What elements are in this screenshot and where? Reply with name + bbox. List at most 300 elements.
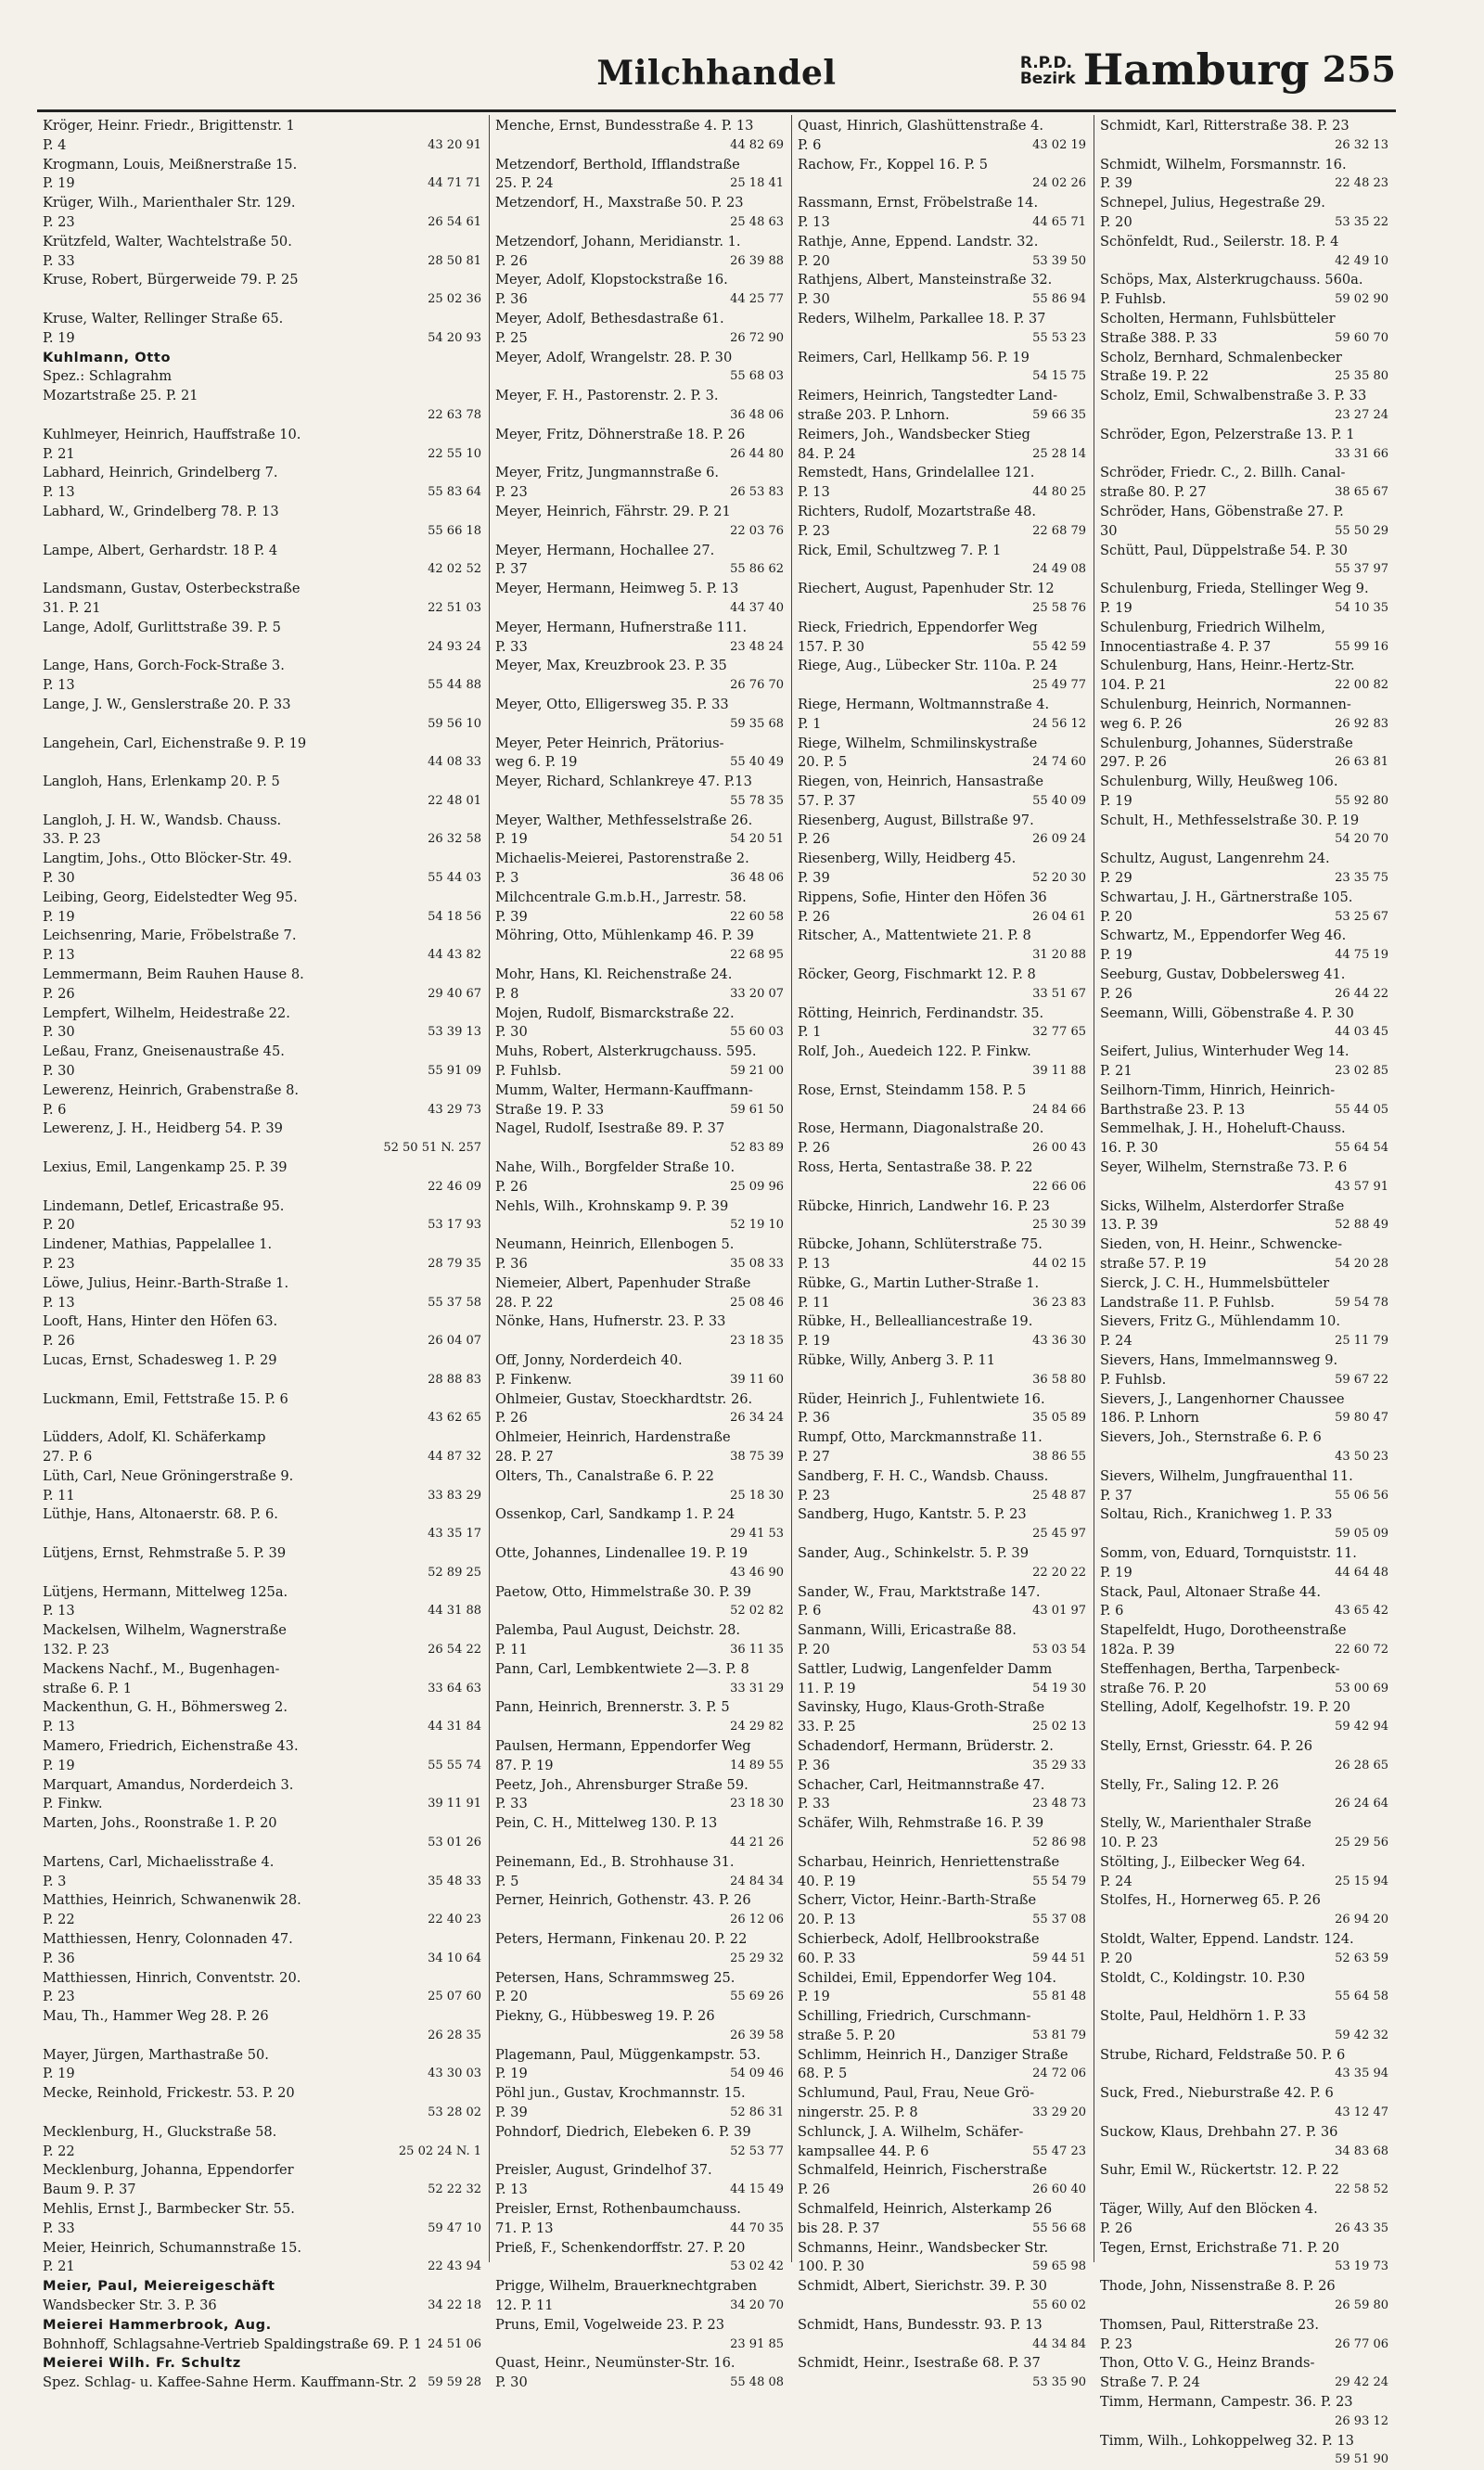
phone-number: 59 60 70 <box>1335 330 1389 345</box>
entry-name: Möhring, Otto, Mühlenkamp 46. P. 39 <box>495 928 754 944</box>
entry-detail-row <box>43 792 481 812</box>
directory-entry <box>43 1120 481 1158</box>
entry-detail-row <box>798 1911 1086 1930</box>
entry-name: Pöhl jun., Gustav, Krochmannstr. 15. <box>495 2085 746 2102</box>
entry-name: Quast, Hinrich, Glashüttenstraße 4. <box>798 118 1044 134</box>
entry-detail: P. 26 <box>1100 985 1132 1002</box>
phone-number: 26 00 43 <box>1032 1141 1087 1156</box>
entry-name: Pann, Carl, Lembkentwiete 2—3. P. 8 <box>495 1660 749 1677</box>
entry-detail: straße 57. P. 19 <box>1100 1256 1207 1273</box>
entry-detail-row <box>495 2027 784 2046</box>
entry-detail: P. 13 <box>43 1603 75 1619</box>
entry-name: Prigge, Wilhelm, Brauerknechtgraben <box>495 2278 758 2295</box>
entry-detail-row <box>1100 1911 1388 1930</box>
entry-detail: 10. P. 23 <box>1100 1834 1158 1850</box>
entry-detail-row <box>495 136 784 156</box>
directory-entry <box>798 1891 1086 1930</box>
directory-entry <box>798 1120 1086 1158</box>
entry-detail-row <box>495 1409 784 1428</box>
phone-number: 26 28 35 <box>428 2028 482 2042</box>
phone-number: 55 60 02 <box>1032 2298 1087 2313</box>
directory-entry <box>798 156 1086 195</box>
entry-detail-row <box>798 908 1086 928</box>
phone-number: 59 56 10 <box>428 716 482 731</box>
directory-entry <box>495 1081 784 1120</box>
entry-name: Thomsen, Paul, Ritterstraße 23. <box>1100 2316 1320 2333</box>
entry-name: Schulenburg, Heinrich, Normannen- <box>1100 696 1351 712</box>
directory-entry <box>1100 194 1388 233</box>
entry-detail: P. 20 <box>798 252 830 269</box>
phone-number: 54 20 70 <box>1335 832 1389 847</box>
entry-detail-row <box>798 1757 1086 1776</box>
entry-name: Tegen, Ernst, Erichstraße 71. P. 20 <box>1100 2239 1340 2256</box>
entry-detail: P. 26 <box>43 1333 75 1350</box>
entry-detail-row <box>495 1178 784 1197</box>
entry-detail-row <box>1100 406 1388 426</box>
directory-entry <box>495 1621 784 1660</box>
phone-number: 23 18 30 <box>730 1797 785 1811</box>
directory-entry <box>798 1737 1086 1776</box>
directory-entry <box>495 117 784 156</box>
entry-detail-row <box>1100 1101 1388 1120</box>
entry-name: Schilling, Friedrich, Curschmann- <box>798 2008 1031 2025</box>
phone-number: 26 09 24 <box>1032 832 1087 847</box>
entry-name: Timm, Wilh., Lohkoppelweg 32. P. 13 <box>1100 2432 1354 2449</box>
entry-name: Sievers, Fritz G., Mühlendamm 10. <box>1100 1313 1340 1330</box>
entry-detail: P. 4 <box>43 136 67 153</box>
entry-detail-row <box>798 1409 1086 1428</box>
phone-number: 34 83 68 <box>1335 2144 1389 2158</box>
phone-number: 55 78 35 <box>730 793 785 808</box>
directory-entry <box>43 1081 481 1120</box>
directory-entry <box>1100 1197 1388 1236</box>
entry-name: Kruse, Robert, Bürgerweide 79. P. 25 <box>43 272 299 288</box>
phone-number: 43 46 90 <box>730 1565 785 1580</box>
entry-detail: 28. P. 27 <box>495 1448 554 1465</box>
entry-name: Meyer, Max, Kreuzbrook 23. P. 35 <box>495 658 727 674</box>
directory-entry <box>798 1043 1086 1081</box>
entry-detail-row <box>1100 483 1388 503</box>
entry-detail: P. 23 <box>798 1487 830 1504</box>
directory-entry <box>43 2316 481 2355</box>
entry-detail-row <box>798 1795 1086 1814</box>
entry-detail-row <box>798 1641 1086 1660</box>
entry-detail: P. 19 <box>43 908 75 925</box>
directory-entry <box>798 1005 1086 1043</box>
entry-detail-row <box>798 1332 1086 1351</box>
entry-name: Rötting, Heinrich, Ferdinandstr. 35. <box>798 1005 1044 1021</box>
entry-name: Rübke, H., Bellealliancestraße 19. <box>798 1313 1033 1330</box>
directory-entry <box>43 2084 481 2123</box>
entry-detail: P. 26 <box>43 985 75 1002</box>
entry-detail: P. 13 <box>798 1256 830 1273</box>
phone-number: 22 60 72 <box>1335 1642 1389 1657</box>
phone-number: 43 65 42 <box>1335 1604 1389 1619</box>
phone-number: 59 59 28 <box>428 2375 482 2390</box>
phone-number: 53 02 42 <box>730 2259 785 2274</box>
phone-number: 26 44 22 <box>1335 986 1389 1001</box>
entry-detail-row <box>1100 2220 1388 2239</box>
entry-detail-row <box>798 406 1086 426</box>
entry-detail-row <box>43 985 481 1005</box>
entry-detail-row <box>495 792 784 812</box>
entry-detail-row <box>798 2027 1086 2046</box>
entry-detail: P. 6 <box>43 1101 67 1118</box>
directory-entry <box>798 850 1086 889</box>
directory-entry <box>495 2200 784 2239</box>
directory-entry <box>495 1120 784 1158</box>
entry-name: Looft, Hans, Hinter den Höfen 63. <box>43 1313 278 1330</box>
entry-detail: P. 23 <box>798 522 830 539</box>
directory-entry <box>798 735 1086 774</box>
phone-number: 35 05 89 <box>1032 1411 1087 1426</box>
entry-name: Schmalfeld, Heinrich, Fischerstraße <box>798 2162 1047 2179</box>
directory-entry <box>43 2354 481 2393</box>
entry-detail-row <box>495 1950 784 1969</box>
phone-number: 26 39 58 <box>730 2028 785 2042</box>
entry-detail-row <box>1100 1795 1388 1814</box>
entry-name: Lange, Hans, Gorch-Fock-Straße 3. <box>43 658 285 674</box>
entry-detail-row <box>1100 1834 1388 1853</box>
directory-entry <box>43 1969 481 2008</box>
entry-name: Lexius, Emil, Langenkamp 25. P. 39 <box>43 1159 288 1176</box>
phone-number: 23 48 24 <box>730 639 785 654</box>
entry-detail-row <box>798 1718 1086 1737</box>
entry-name: Labhard, W., Grindelberg 78. P. 13 <box>43 503 279 519</box>
directory-entry <box>495 1698 784 1737</box>
directory-entry <box>495 1390 784 1429</box>
entry-name: Ritscher, A., Mattentwiete 21. P. 8 <box>798 928 1031 944</box>
phone-number: 26 04 07 <box>428 1334 482 1349</box>
entry-name: Schnepel, Julius, Hegestraße 29. <box>1100 195 1325 211</box>
entry-name: Schwartz, M., Eppendorfer Weg 46. <box>1100 928 1347 944</box>
entry-name: Schlimm, Heinrich H., Danziger Straße <box>798 2046 1068 2063</box>
entry-detail-row <box>43 445 481 465</box>
directory-entry <box>43 735 481 774</box>
phone-number: 32 77 65 <box>1032 1025 1087 1040</box>
entry-name: Sievers, Wilhelm, Jungfrauenthal 11. <box>1100 1467 1353 1484</box>
phone-number: 44 65 71 <box>1032 214 1087 229</box>
phone-number: 23 27 24 <box>1335 407 1389 422</box>
directory-entry <box>43 2123 481 2162</box>
directory-entry <box>1100 1158 1388 1197</box>
entry-name: Stoldt, C., Koldingstr. 10. P.30 <box>1100 1969 1306 1986</box>
entry-detail: P. 23 <box>495 484 528 501</box>
phone-number: 36 48 06 <box>730 871 785 886</box>
entry-name: Schmanns, Heinr., Wandsbecker Str. <box>798 2239 1049 2256</box>
entry-name: Stapelfeldt, Hugo, Dorotheenstraße <box>1100 1622 1347 1639</box>
entry-detail-row <box>1100 2374 1388 2393</box>
entry-detail-row <box>1100 676 1388 696</box>
entry-detail-row <box>43 676 481 696</box>
entry-detail-row <box>43 1448 481 1467</box>
directory-entry <box>43 349 481 388</box>
entry-name: Meyer, Hermann, Hochallee 27. <box>495 542 715 558</box>
phone-number: 43 01 97 <box>1032 1604 1087 1619</box>
entry-detail-row <box>1100 1487 1388 1506</box>
entry-detail-row <box>1100 445 1388 465</box>
directory-entry <box>798 2007 1086 2046</box>
entry-detail-row <box>798 638 1086 658</box>
entry-name: Richters, Rudolf, Mozartstraße 48. <box>798 503 1037 519</box>
phone-number: 22 60 58 <box>730 909 785 924</box>
entry-detail-row <box>1100 792 1388 812</box>
directory-entry <box>495 387 784 426</box>
entry-detail-row <box>1100 1988 1388 2007</box>
entry-name: Leichsenring, Marie, Fröbelstraße 7. <box>43 928 297 944</box>
entry-name: Rathjens, Albert, Mansteinstraße 32. <box>798 272 1053 288</box>
directory-entry <box>798 1853 1086 1892</box>
entry-detail: P. 20 <box>1100 213 1132 230</box>
phone-number: 23 91 85 <box>730 2336 785 2351</box>
entry-detail-row <box>798 1139 1086 1158</box>
entry-detail-row <box>1100 1216 1388 1235</box>
entry-detail-row <box>798 252 1086 272</box>
phone-number: 55 44 88 <box>428 678 482 693</box>
entry-name: Langtim, Johs., Otto Blöcker-Str. 49. <box>43 851 292 867</box>
entry-name: Ossenkop, Carl, Sandkamp 1. P. 24 <box>495 1506 736 1523</box>
entry-name: Mumm, Walter, Hermann-Kauffmann- <box>495 1081 753 1098</box>
directory-entry <box>1100 310 1388 349</box>
phone-number: 55 47 23 <box>1032 2144 1087 2158</box>
directory-entry <box>1100 2277 1388 2316</box>
entry-detail: P. 13 <box>43 1719 75 1735</box>
entry-name: Röcker, Georg, Fischmarkt 12. P. 8 <box>798 966 1036 983</box>
entry-name: Riesenberg, August, Billstraße 97. <box>798 812 1034 828</box>
directory-entry <box>495 464 784 503</box>
phone-number: 53 25 67 <box>1335 909 1389 924</box>
directory-entry <box>1100 966 1388 1005</box>
entry-detail: P. 19 <box>1100 1564 1132 1581</box>
entry-detail: P. 36 <box>798 1757 830 1773</box>
directory-entry <box>798 1969 1086 2008</box>
entry-detail-row <box>43 1409 481 1428</box>
entry-name: Kruse, Walter, Rellinger Straße 65. <box>43 310 284 326</box>
phone-number: 24 84 66 <box>1032 1102 1087 1117</box>
phone-number: 43 02 19 <box>1032 137 1087 152</box>
entry-name: Luckmann, Emil, Fettstraße 15. P. 6 <box>43 1390 288 1407</box>
directory-entry <box>495 927 784 966</box>
entry-name: Schmidt, Wilhelm, Forsmannstr. 16. <box>1100 156 1347 173</box>
entry-name: Landsmann, Gustav, Osterbeckstraße <box>43 581 301 597</box>
entry-detail-row <box>43 406 481 426</box>
entry-detail: straße 76. P. 20 <box>1100 1680 1207 1696</box>
phone-number: 22 03 76 <box>730 523 785 538</box>
entry-detail-row <box>43 2143 481 2162</box>
entry-name: Langloh, Hans, Erlenkamp 20. P. 5 <box>43 774 280 790</box>
directory-entry <box>43 1814 481 1853</box>
entry-name: Seemann, Willi, Göbenstraße 4. P. 30 <box>1100 1005 1354 1021</box>
directory-entry <box>43 1776 481 1815</box>
entry-name: Neumann, Heinrich, Ellenbogen 5. <box>495 1236 735 1253</box>
entry-detail-row <box>495 483 784 503</box>
phone-number: 24 51 06 <box>428 2336 482 2351</box>
entry-name: Olters, Th., Canalstraße 6. P. 22 <box>495 1467 714 1484</box>
entry-detail-row <box>798 522 1086 542</box>
phone-number: 52 89 25 <box>428 1565 482 1580</box>
entry-name: Riege, Hermann, Woltmannstraße 4. <box>798 696 1050 712</box>
entry-name: Ross, Herta, Sentastraße 38. P. 22 <box>798 1159 1033 1176</box>
entry-detail-row <box>43 1950 481 1969</box>
entry-detail-row <box>798 1680 1086 1699</box>
entry-detail: P. 36 <box>495 1256 528 1273</box>
phone-number: 24 72 06 <box>1032 2067 1087 2081</box>
phone-number: 55 53 23 <box>1032 330 1087 345</box>
phone-number: 55 50 29 <box>1335 523 1389 538</box>
phone-number: 23 48 73 <box>1032 1797 1087 1811</box>
entry-detail: 297. P. 26 <box>1100 754 1167 771</box>
entry-name: Schulenburg, Johannes, Süderstraße <box>1100 735 1353 751</box>
entry-detail: P. 26 <box>798 1140 830 1157</box>
phone-number: 43 30 03 <box>428 2067 482 2081</box>
entry-name: Rumpf, Otto, Marckmannstraße 11. <box>798 1429 1043 1446</box>
entry-name: Menche, Ernst, Bundesstraße 4. P. 13 <box>495 118 754 134</box>
entry-detail-row <box>495 290 784 310</box>
entry-name: Rose, Ernst, Steindamm 158. P. 5 <box>798 1081 1027 1098</box>
entry-detail: 182a. P. 39 <box>1100 1641 1175 1657</box>
directory-entry <box>43 542 481 581</box>
phone-number: 54 19 30 <box>1032 1681 1087 1696</box>
entry-name: Schadendorf, Hermann, Brüderstr. 2. <box>798 1737 1054 1754</box>
entry-name: Meier, Heinrich, Schumannstraße 15. <box>43 2239 302 2256</box>
entry-name: Metzendorf, Berthold, Ifflandstraße <box>495 156 740 173</box>
entry-name: Kröger, Heinr. Friedr., Brigittenstr. 1 <box>43 118 295 134</box>
entry-detail-row <box>798 753 1086 773</box>
entry-detail: P. 39 <box>495 908 528 925</box>
entry-name: Riege, Wilhelm, Schmilinskystraße <box>798 735 1038 751</box>
directory-entry <box>1100 1081 1388 1120</box>
directory-entry <box>43 194 481 233</box>
entry-detail: Straße 388. P. 33 <box>1100 329 1218 346</box>
entry-detail: 31. P. 21 <box>43 599 101 616</box>
entry-detail-row <box>1100 1294 1388 1313</box>
entry-detail-row <box>1100 2336 1388 2355</box>
entry-name: Rübke, Willy, Anberg 3. P. 11 <box>798 1352 995 1368</box>
entry-name: Stoldt, Walter, Eppend. Landstr. 124. <box>1100 1930 1354 1947</box>
phone-number: 23 02 85 <box>1335 1064 1389 1079</box>
phone-number: 44 34 84 <box>1032 2336 1087 2351</box>
directory-entry <box>1100 1583 1388 1622</box>
directory-entry <box>495 310 784 349</box>
entry-detail-row <box>43 638 481 658</box>
phone-number: 54 10 35 <box>1335 600 1389 615</box>
entry-name: Mecklenburg, Johanna, Eppendorfer <box>43 2162 294 2179</box>
entry-detail-row <box>798 1988 1086 2007</box>
entry-detail: P. 25 <box>495 329 528 346</box>
entry-detail-row <box>798 2181 1086 2200</box>
phone-number: 43 12 47 <box>1335 2105 1389 2120</box>
entry-name: Pann, Heinrich, Brennerstr. 3. P. 5 <box>495 1699 730 1716</box>
entry-detail: 20. P. 13 <box>798 1912 856 1928</box>
entry-detail-row <box>43 2104 481 2123</box>
directory-entry <box>495 1930 784 1969</box>
phone-number: 26 63 81 <box>1335 755 1389 770</box>
phone-number: 55 40 09 <box>1032 793 1087 808</box>
entry-name: Lucas, Ernst, Schadesweg 1. P. 29 <box>43 1352 277 1368</box>
directory-entry <box>43 2277 481 2316</box>
entry-detail-row <box>1100 1525 1388 1544</box>
entry-name: Langehein, Carl, Eichenstraße 9. P. 19 <box>43 735 307 751</box>
entry-name: Mackelsen, Wilhelm, Wagnerstraße <box>43 1622 287 1639</box>
phone-number: 43 20 91 <box>428 137 482 152</box>
directory-entry <box>495 889 784 928</box>
directory-entry <box>495 503 784 542</box>
phone-number: 52 86 31 <box>730 2105 785 2120</box>
phone-number: 44 31 88 <box>428 1604 482 1619</box>
entry-name: Stolfes, H., Hornerweg 65. P. 26 <box>1100 1892 1321 1909</box>
entry-detail-row <box>495 406 784 426</box>
phone-number: 52 20 30 <box>1032 871 1087 886</box>
directory-entry <box>1100 1005 1388 1043</box>
entry-name: Pruns, Emil, Vogelweide 23. P. 23 <box>495 2316 725 2333</box>
entry-detail-row <box>495 985 784 1005</box>
phone-number: 43 35 94 <box>1335 2067 1389 2081</box>
entry-detail-row <box>495 2336 784 2355</box>
directory-entry <box>495 966 784 1005</box>
directory-entry <box>1100 117 1388 156</box>
phone-number: 26 76 70 <box>730 678 785 693</box>
directory-entry <box>798 310 1086 349</box>
directory-entry <box>495 2354 784 2393</box>
entry-detail: P. 3 <box>495 870 519 887</box>
entry-detail: P. 1 <box>798 1024 822 1041</box>
entry-detail-row <box>495 676 784 696</box>
entry-detail: straße 80. P. 27 <box>1100 484 1207 501</box>
phone-number: 26 60 40 <box>1032 2182 1087 2197</box>
header-right <box>1020 46 1396 93</box>
entry-detail-row <box>798 1602 1086 1621</box>
phone-number: 55 44 05 <box>1335 1102 1389 1117</box>
directory-entry <box>43 1005 481 1043</box>
phone-number: 26 94 20 <box>1335 1913 1389 1927</box>
entry-detail-row <box>43 1101 481 1120</box>
entry-detail-row <box>495 1757 784 1776</box>
entry-name: Lüth, Carl, Neue Gröningerstraße 9. <box>43 1467 294 1484</box>
entry-detail-row <box>43 1216 481 1235</box>
entry-detail: P. 37 <box>495 561 528 578</box>
phone-number: 38 65 67 <box>1335 485 1389 500</box>
entry-name: Sievers, Hans, Immelmannsweg 9. <box>1100 1352 1338 1368</box>
phone-number: 25 11 79 <box>1335 1334 1389 1349</box>
entry-detail-row <box>495 1602 784 1621</box>
entry-detail: P. 19 <box>43 1757 75 1773</box>
entry-detail-row <box>43 1139 481 1158</box>
entry-detail: 25. P. 24 <box>495 175 554 192</box>
directory-entry <box>798 1698 1086 1737</box>
directory-entry <box>798 580 1086 619</box>
directory-entry <box>798 2123 1086 2162</box>
phone-number: 43 57 91 <box>1335 1179 1389 1194</box>
phone-number: 44 80 25 <box>1032 485 1087 500</box>
entry-detail-row <box>1100 290 1388 310</box>
directory-entry <box>43 927 481 966</box>
entry-detail: Spez.: Schlagrahm <box>43 368 173 385</box>
directory-entry <box>798 194 1086 233</box>
directory-entry <box>1100 1390 1388 1429</box>
entry-detail-row <box>495 753 784 773</box>
phone-number: 24 56 12 <box>1032 716 1087 731</box>
phone-number: 59 67 22 <box>1335 1372 1389 1387</box>
entry-detail-row <box>798 445 1086 465</box>
entry-name: Schacher, Carl, Heitmannstraße 47. <box>798 1776 1045 1793</box>
entry-name: Off, Jonny, Norderdeich 40. <box>495 1352 683 1368</box>
directory-entry <box>1100 1621 1388 1660</box>
phone-number: 22 58 52 <box>1335 2182 1389 2197</box>
entry-detail-row <box>495 329 784 349</box>
entry-name: Marten, Johs., Roonstraße 1. P. 20 <box>43 1815 277 1832</box>
entry-detail: Innocentiastraße 4. P. 37 <box>1100 638 1272 655</box>
entry-detail: P. 30 <box>43 1024 75 1041</box>
